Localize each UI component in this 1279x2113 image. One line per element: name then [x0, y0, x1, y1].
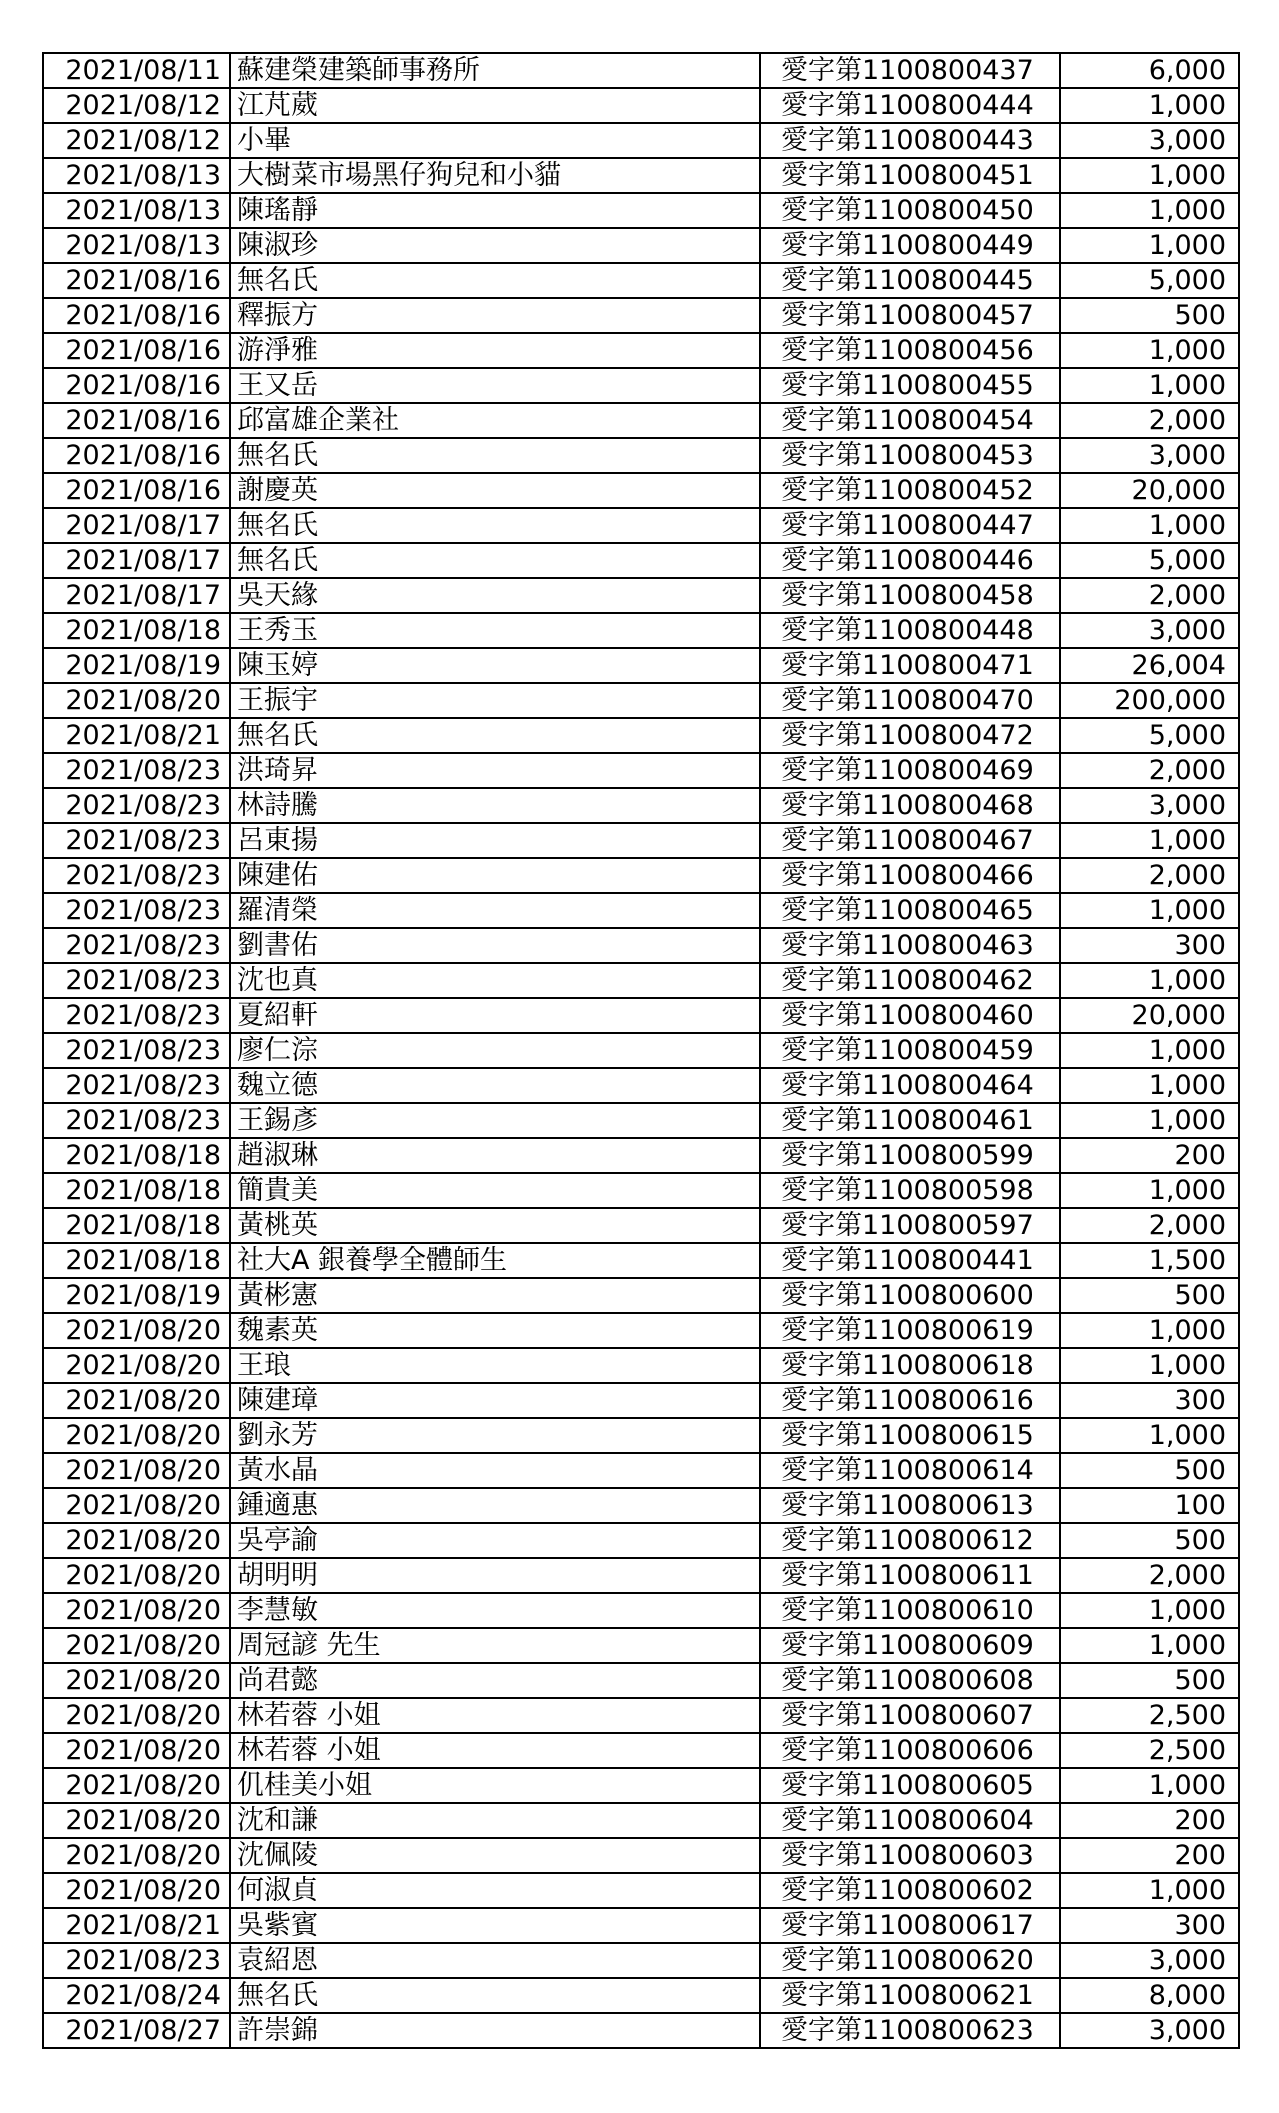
donor-name-cell: 無名氏 [230, 508, 760, 543]
donor-name-cell: 無名氏 [230, 263, 760, 298]
table-row [43, 1243, 1239, 1278]
receipt-number-cell: 愛字第1100800450 [760, 193, 1060, 228]
date-cell: 2021/08/20 [43, 1488, 230, 1523]
donor-name-cell: 鍾適惠 [230, 1488, 760, 1523]
receipt-number-cell: 愛字第1100800437 [760, 53, 1060, 88]
donor-name-cell: 洪琦昇 [230, 753, 760, 788]
receipt-number-cell: 愛字第1100800472 [760, 718, 1060, 753]
date-cell: 2021/08/23 [43, 1943, 230, 1978]
table-row [43, 753, 1239, 788]
table-row [43, 718, 1239, 753]
amount-cell: 500 [1060, 1663, 1239, 1698]
table-row [43, 1943, 1239, 1978]
amount-cell: 1,000 [1060, 1033, 1239, 1068]
receipt-number-cell: 愛字第1100800608 [760, 1663, 1060, 1698]
donor-name-cell: 劉書佑 [230, 928, 760, 963]
receipt-number-cell: 愛字第1100800602 [760, 1873, 1060, 1908]
receipt-number-cell: 愛字第1100800460 [760, 998, 1060, 1033]
receipt-number-cell: 愛字第1100800605 [760, 1768, 1060, 1803]
receipt-number-cell: 愛字第1100800456 [760, 333, 1060, 368]
table-row [43, 1838, 1239, 1873]
receipt-number-cell: 愛字第1100800615 [760, 1418, 1060, 1453]
receipt-number-cell: 愛字第1100800462 [760, 963, 1060, 998]
amount-cell: 2,000 [1060, 753, 1239, 788]
donor-name-cell: 無名氏 [230, 543, 760, 578]
table-row [43, 158, 1239, 193]
table-row [43, 1383, 1239, 1418]
table-row [43, 928, 1239, 963]
receipt-number-cell: 愛字第1100800616 [760, 1383, 1060, 1418]
donor-name-cell: 陳瑤靜 [230, 193, 760, 228]
amount-cell: 200 [1060, 1803, 1239, 1838]
date-cell: 2021/08/24 [43, 1978, 230, 2013]
receipt-number-cell: 愛字第1100800451 [760, 158, 1060, 193]
date-cell: 2021/08/20 [43, 1698, 230, 1733]
amount-cell: 1,000 [1060, 1768, 1239, 1803]
amount-cell: 3,000 [1060, 613, 1239, 648]
donor-name-cell: 廖仁淙 [230, 1033, 760, 1068]
amount-cell: 1,000 [1060, 368, 1239, 403]
donor-name-cell: 林若蓉 小姐 [230, 1733, 760, 1768]
amount-cell: 3,000 [1060, 2013, 1239, 2048]
date-cell: 2021/08/20 [43, 1348, 230, 1383]
receipt-number-cell: 愛字第1100800607 [760, 1698, 1060, 1733]
table-row [43, 1348, 1239, 1383]
donor-name-cell: 陳建璋 [230, 1383, 760, 1418]
donor-name-cell: 邱富雄企業社 [230, 403, 760, 438]
donor-name-cell: 陳玉婷 [230, 648, 760, 683]
table-row [43, 333, 1239, 368]
receipt-number-cell: 愛字第1100800453 [760, 438, 1060, 473]
receipt-number-cell: 愛字第1100800623 [760, 2013, 1060, 2048]
amount-cell: 500 [1060, 1453, 1239, 1488]
receipt-number-cell: 愛字第1100800469 [760, 753, 1060, 788]
donor-name-cell: 小畢 [230, 123, 760, 158]
receipt-number-cell: 愛字第1100800610 [760, 1593, 1060, 1628]
donor-name-cell: 謝慶英 [230, 473, 760, 508]
date-cell: 2021/08/20 [43, 1628, 230, 1663]
donor-name-cell: 林詩騰 [230, 788, 760, 823]
donor-name-cell: 釋振方 [230, 298, 760, 333]
amount-cell: 300 [1060, 1908, 1239, 1943]
table-row [43, 1313, 1239, 1348]
donation-table-body [43, 53, 1239, 2048]
date-cell: 2021/08/16 [43, 333, 230, 368]
amount-cell: 3,000 [1060, 438, 1239, 473]
receipt-number-cell: 愛字第1100800452 [760, 473, 1060, 508]
date-cell: 2021/08/23 [43, 998, 230, 1033]
table-row [43, 613, 1239, 648]
date-cell: 2021/08/23 [43, 1068, 230, 1103]
receipt-number-cell: 愛字第1100800468 [760, 788, 1060, 823]
receipt-number-cell: 愛字第1100800604 [760, 1803, 1060, 1838]
receipt-number-cell: 愛字第1100800613 [760, 1488, 1060, 1523]
donor-name-cell: 吳天緣 [230, 578, 760, 613]
table-row [43, 1593, 1239, 1628]
donor-name-cell: 周冠諺 先生 [230, 1628, 760, 1663]
table-row [43, 298, 1239, 333]
date-cell: 2021/08/20 [43, 1873, 230, 1908]
receipt-number-cell: 愛字第1100800617 [760, 1908, 1060, 1943]
date-cell: 2021/08/20 [43, 1803, 230, 1838]
receipt-number-cell: 愛字第1100800606 [760, 1733, 1060, 1768]
donor-name-cell: 吳紫賓 [230, 1908, 760, 1943]
receipt-number-cell: 愛字第1100800459 [760, 1033, 1060, 1068]
date-cell: 2021/08/19 [43, 1278, 230, 1313]
table-row [43, 1803, 1239, 1838]
date-cell: 2021/08/18 [43, 1173, 230, 1208]
table-row [43, 1278, 1239, 1313]
receipt-number-cell: 愛字第1100800461 [760, 1103, 1060, 1138]
amount-cell: 1,000 [1060, 1628, 1239, 1663]
receipt-number-cell: 愛字第1100800448 [760, 613, 1060, 648]
amount-cell: 300 [1060, 928, 1239, 963]
date-cell: 2021/08/21 [43, 718, 230, 753]
amount-cell: 200 [1060, 1138, 1239, 1173]
date-cell: 2021/08/20 [43, 1523, 230, 1558]
table-row [43, 88, 1239, 123]
receipt-number-cell: 愛字第1100800600 [760, 1278, 1060, 1313]
receipt-number-cell: 愛字第1100800621 [760, 1978, 1060, 2013]
table-row [43, 1733, 1239, 1768]
date-cell: 2021/08/23 [43, 823, 230, 858]
amount-cell: 1,000 [1060, 1173, 1239, 1208]
amount-cell: 1,000 [1060, 1873, 1239, 1908]
amount-cell: 1,000 [1060, 963, 1239, 998]
date-cell: 2021/08/18 [43, 1208, 230, 1243]
donor-name-cell: 何淑貞 [230, 1873, 760, 1908]
table-row [43, 823, 1239, 858]
amount-cell: 300 [1060, 1383, 1239, 1418]
receipt-number-cell: 愛字第1100800599 [760, 1138, 1060, 1173]
donor-name-cell: 趙淑琳 [230, 1138, 760, 1173]
donor-name-cell: 沈佩陵 [230, 1838, 760, 1873]
amount-cell: 2,000 [1060, 578, 1239, 613]
receipt-number-cell: 愛字第1100800603 [760, 1838, 1060, 1873]
donor-name-cell: 江芃葳 [230, 88, 760, 123]
date-cell: 2021/08/20 [43, 1768, 230, 1803]
date-cell: 2021/08/17 [43, 543, 230, 578]
receipt-number-cell: 愛字第1100800464 [760, 1068, 1060, 1103]
amount-cell: 20,000 [1060, 473, 1239, 508]
donor-name-cell: 沈和謙 [230, 1803, 760, 1838]
table-row [43, 473, 1239, 508]
amount-cell: 2,000 [1060, 858, 1239, 893]
amount-cell: 500 [1060, 1278, 1239, 1313]
table-row [43, 438, 1239, 473]
date-cell: 2021/08/27 [43, 2013, 230, 2048]
receipt-number-cell: 愛字第1100800467 [760, 823, 1060, 858]
table-row [43, 193, 1239, 228]
table-row [43, 403, 1239, 438]
table-row [43, 263, 1239, 298]
date-cell: 2021/08/13 [43, 193, 230, 228]
amount-cell: 1,500 [1060, 1243, 1239, 1278]
receipt-number-cell: 愛字第1100800597 [760, 1208, 1060, 1243]
date-cell: 2021/08/20 [43, 1418, 230, 1453]
donor-name-cell: 魏素英 [230, 1313, 760, 1348]
receipt-number-cell: 愛字第1100800620 [760, 1943, 1060, 1978]
donor-name-cell: 無名氏 [230, 718, 760, 753]
date-cell: 2021/08/23 [43, 928, 230, 963]
donor-name-cell: 呂東揚 [230, 823, 760, 858]
table-row [43, 788, 1239, 823]
donor-name-cell: 陳淑珍 [230, 228, 760, 263]
donor-name-cell: 羅清榮 [230, 893, 760, 928]
date-cell: 2021/08/17 [43, 508, 230, 543]
donor-name-cell: 大樹菜市場黑仔狗兒和小貓 [230, 158, 760, 193]
date-cell: 2021/08/11 [43, 53, 230, 88]
receipt-number-cell: 愛字第1100800471 [760, 648, 1060, 683]
donor-name-cell: 黃桃英 [230, 1208, 760, 1243]
donor-name-cell: 王振宇 [230, 683, 760, 718]
receipt-number-cell: 愛字第1100800612 [760, 1523, 1060, 1558]
table-row [43, 2013, 1239, 2048]
date-cell: 2021/08/21 [43, 1908, 230, 1943]
date-cell: 2021/08/18 [43, 1138, 230, 1173]
donor-name-cell: 游淨雅 [230, 333, 760, 368]
amount-cell: 200 [1060, 1838, 1239, 1873]
table-row [43, 893, 1239, 928]
receipt-number-cell: 愛字第1100800463 [760, 928, 1060, 963]
receipt-number-cell: 愛字第1100800455 [760, 368, 1060, 403]
amount-cell: 1,000 [1060, 88, 1239, 123]
table-row [43, 1978, 1239, 2013]
receipt-number-cell: 愛字第1100800446 [760, 543, 1060, 578]
donor-name-cell: 林若蓉 小姐 [230, 1698, 760, 1733]
table-row [43, 1698, 1239, 1733]
receipt-number-cell: 愛字第1100800458 [760, 578, 1060, 613]
date-cell: 2021/08/20 [43, 1663, 230, 1698]
date-cell: 2021/08/18 [43, 613, 230, 648]
table-row [43, 1558, 1239, 1593]
amount-cell: 1,000 [1060, 1068, 1239, 1103]
table-row [43, 1628, 1239, 1663]
date-cell: 2021/08/20 [43, 1453, 230, 1488]
table-row [43, 1033, 1239, 1068]
date-cell: 2021/08/16 [43, 368, 230, 403]
date-cell: 2021/08/17 [43, 578, 230, 613]
donor-name-cell: 吳亭諭 [230, 1523, 760, 1558]
date-cell: 2021/08/23 [43, 788, 230, 823]
donor-name-cell: 社大A 銀養學全體師生 [230, 1243, 760, 1278]
receipt-number-cell: 愛字第1100800470 [760, 683, 1060, 718]
date-cell: 2021/08/23 [43, 1103, 230, 1138]
donation-table [42, 52, 1240, 2049]
amount-cell: 20,000 [1060, 998, 1239, 1033]
date-cell: 2021/08/20 [43, 683, 230, 718]
date-cell: 2021/08/16 [43, 473, 230, 508]
date-cell: 2021/08/16 [43, 298, 230, 333]
amount-cell: 6,000 [1060, 53, 1239, 88]
date-cell: 2021/08/12 [43, 123, 230, 158]
donor-name-cell: 袁紹恩 [230, 1943, 760, 1978]
amount-cell: 1,000 [1060, 1418, 1239, 1453]
date-cell: 2021/08/20 [43, 1838, 230, 1873]
receipt-number-cell: 愛字第1100800609 [760, 1628, 1060, 1663]
amount-cell: 1,000 [1060, 1348, 1239, 1383]
table-row [43, 1908, 1239, 1943]
amount-cell: 1,000 [1060, 193, 1239, 228]
date-cell: 2021/08/16 [43, 263, 230, 298]
receipt-number-cell: 愛字第1100800444 [760, 88, 1060, 123]
date-cell: 2021/08/23 [43, 1033, 230, 1068]
amount-cell: 1,000 [1060, 1313, 1239, 1348]
amount-cell: 3,000 [1060, 1943, 1239, 1978]
date-cell: 2021/08/20 [43, 1733, 230, 1768]
receipt-number-cell: 愛字第1100800465 [760, 893, 1060, 928]
donor-name-cell: 無名氏 [230, 1978, 760, 2013]
donor-name-cell: 王又岳 [230, 368, 760, 403]
table-row [43, 1138, 1239, 1173]
date-cell: 2021/08/20 [43, 1593, 230, 1628]
receipt-number-cell: 愛字第1100800611 [760, 1558, 1060, 1593]
receipt-number-cell: 愛字第1100800598 [760, 1173, 1060, 1208]
table-row [43, 1068, 1239, 1103]
amount-cell: 8,000 [1060, 1978, 1239, 2013]
amount-cell: 3,000 [1060, 123, 1239, 158]
donor-name-cell: 仉桂美小姐 [230, 1768, 760, 1803]
amount-cell: 1,000 [1060, 508, 1239, 543]
donor-name-cell: 沈也真 [230, 963, 760, 998]
donor-name-cell: 劉永芳 [230, 1418, 760, 1453]
receipt-number-cell: 愛字第1100800619 [760, 1313, 1060, 1348]
receipt-number-cell: 愛字第1100800454 [760, 403, 1060, 438]
donor-name-cell: 無名氏 [230, 438, 760, 473]
amount-cell: 200,000 [1060, 683, 1239, 718]
date-cell: 2021/08/16 [43, 438, 230, 473]
amount-cell: 2,000 [1060, 403, 1239, 438]
date-cell: 2021/08/23 [43, 753, 230, 788]
amount-cell: 1,000 [1060, 333, 1239, 368]
table-row [43, 228, 1239, 263]
receipt-number-cell: 愛字第1100800445 [760, 263, 1060, 298]
table-row [43, 1663, 1239, 1698]
amount-cell: 1,000 [1060, 1593, 1239, 1628]
table-row [43, 1103, 1239, 1138]
donor-name-cell: 尚君懿 [230, 1663, 760, 1698]
amount-cell: 500 [1060, 298, 1239, 333]
donor-name-cell: 王秀玉 [230, 613, 760, 648]
table-row [43, 1418, 1239, 1453]
amount-cell: 1,000 [1060, 823, 1239, 858]
table-row [43, 1523, 1239, 1558]
date-cell: 2021/08/13 [43, 228, 230, 263]
amount-cell: 2,500 [1060, 1698, 1239, 1733]
receipt-number-cell: 愛字第1100800614 [760, 1453, 1060, 1488]
table-row [43, 543, 1239, 578]
table-row [43, 963, 1239, 998]
donor-name-cell: 黃水晶 [230, 1453, 760, 1488]
table-row [43, 1173, 1239, 1208]
amount-cell: 500 [1060, 1523, 1239, 1558]
receipt-number-cell: 愛字第1100800449 [760, 228, 1060, 263]
donor-name-cell: 許崇錦 [230, 2013, 760, 2048]
table-row [43, 578, 1239, 613]
table-row [43, 683, 1239, 718]
amount-cell: 5,000 [1060, 543, 1239, 578]
date-cell: 2021/08/12 [43, 88, 230, 123]
table-row [43, 1873, 1239, 1908]
donor-name-cell: 胡明明 [230, 1558, 760, 1593]
date-cell: 2021/08/20 [43, 1383, 230, 1418]
donor-name-cell: 陳建佑 [230, 858, 760, 893]
table-row [43, 508, 1239, 543]
donor-name-cell: 簡貴美 [230, 1173, 760, 1208]
amount-cell: 2,000 [1060, 1208, 1239, 1243]
amount-cell: 1,000 [1060, 228, 1239, 263]
date-cell: 2021/08/23 [43, 858, 230, 893]
donor-name-cell: 夏紹軒 [230, 998, 760, 1033]
table-row [43, 998, 1239, 1033]
date-cell: 2021/08/13 [43, 158, 230, 193]
receipt-number-cell: 愛字第1100800618 [760, 1348, 1060, 1383]
receipt-number-cell: 愛字第1100800443 [760, 123, 1060, 158]
amount-cell: 1,000 [1060, 893, 1239, 928]
amount-cell: 5,000 [1060, 718, 1239, 753]
table-row [43, 123, 1239, 158]
donor-name-cell: 王錫彥 [230, 1103, 760, 1138]
table-row [43, 1453, 1239, 1488]
amount-cell: 1,000 [1060, 158, 1239, 193]
receipt-number-cell: 愛字第1100800466 [760, 858, 1060, 893]
table-row [43, 1768, 1239, 1803]
date-cell: 2021/08/20 [43, 1558, 230, 1593]
donor-name-cell: 黃彬憲 [230, 1278, 760, 1313]
receipt-number-cell: 愛字第1100800441 [760, 1243, 1060, 1278]
amount-cell: 1,000 [1060, 1103, 1239, 1138]
donor-name-cell: 蘇建榮建築師事務所 [230, 53, 760, 88]
date-cell: 2021/08/23 [43, 893, 230, 928]
table-row [43, 368, 1239, 403]
donor-name-cell: 魏立德 [230, 1068, 760, 1103]
amount-cell: 5,000 [1060, 263, 1239, 298]
date-cell: 2021/08/18 [43, 1243, 230, 1278]
donor-name-cell: 李慧敏 [230, 1593, 760, 1628]
date-cell: 2021/08/23 [43, 963, 230, 998]
table-row [43, 858, 1239, 893]
donor-name-cell: 王琅 [230, 1348, 760, 1383]
amount-cell: 100 [1060, 1488, 1239, 1523]
amount-cell: 3,000 [1060, 788, 1239, 823]
amount-cell: 2,000 [1060, 1558, 1239, 1593]
table-row [43, 1208, 1239, 1243]
date-cell: 2021/08/16 [43, 403, 230, 438]
amount-cell: 2,500 [1060, 1733, 1239, 1768]
amount-cell: 26,004 [1060, 648, 1239, 683]
receipt-number-cell: 愛字第1100800447 [760, 508, 1060, 543]
table-row [43, 648, 1239, 683]
table-row [43, 1488, 1239, 1523]
date-cell: 2021/08/19 [43, 648, 230, 683]
date-cell: 2021/08/20 [43, 1313, 230, 1348]
receipt-number-cell: 愛字第1100800457 [760, 298, 1060, 333]
table-row [43, 53, 1239, 88]
